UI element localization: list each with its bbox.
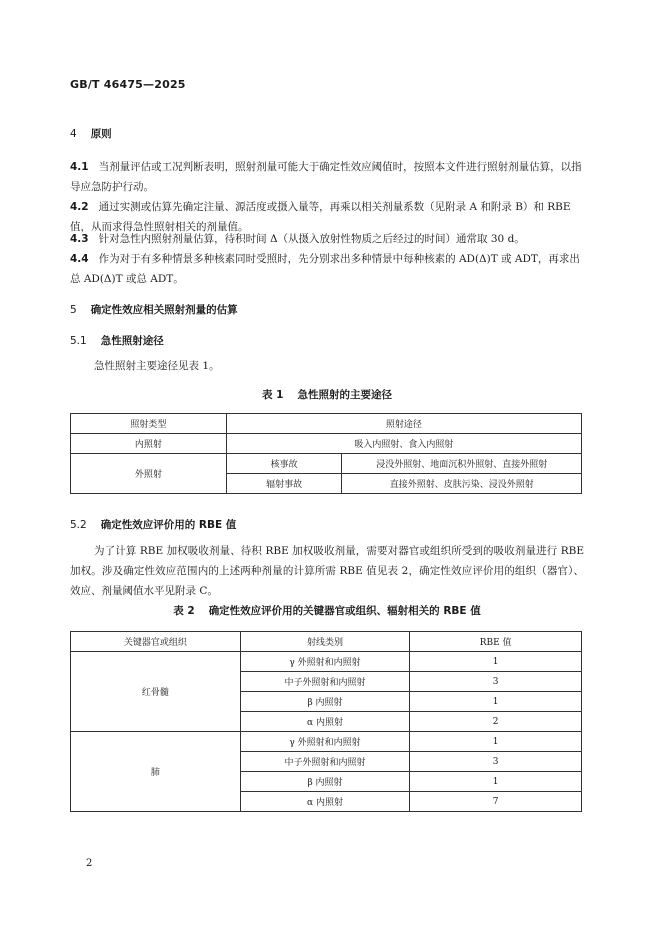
table-cell: 中子外照射和内照射 — [240, 752, 410, 772]
table-row — [71, 732, 582, 752]
table-cell: α 内照射 — [240, 712, 410, 732]
section-4-title: 原则 — [90, 128, 112, 140]
page-number: 2 — [86, 858, 93, 869]
table-2-header-rbe: RBE 值 — [410, 632, 582, 652]
table-cell: 浸没外照射、地面沉积外照射、直接外照射 — [342, 454, 582, 474]
table-cell: α 内照射 — [240, 792, 410, 812]
clause-4-3-text: 针对急性内照射剂量估算，待积时间 Δ（从摄入放射性物质之后经过的时间）通常取 30 d。 — [98, 233, 525, 245]
table-1-header-type: 照射类型 — [71, 414, 227, 434]
section-4-heading — [70, 126, 112, 141]
table-1-caption — [70, 387, 584, 402]
standard-number: GB/T 46475—2025 — [70, 78, 186, 91]
table-row — [71, 454, 582, 474]
clause-4-1-number: 4.1 — [70, 161, 89, 173]
table-cell: 直接外照射、皮肤污染、浸没外照射 — [342, 474, 582, 494]
paragraph-5-1: 急性照射主要途径见表 1。 — [94, 360, 220, 372]
section-5-number: 5 — [70, 304, 77, 316]
table-1-title: 急性照射的主要途径 — [297, 389, 392, 401]
table-cell: 外照射 — [71, 454, 227, 494]
table-cell: 7 — [410, 792, 582, 812]
clause-4-1-text: 当剂量评估或工况判断表明，照射剂量可能大于确定性效应阈值时，按照本文件进行照射剂量估算，以指导应急防护行动。 — [70, 161, 582, 193]
table-cell: 核事故 — [226, 454, 342, 474]
table-cell: β 内照射 — [240, 692, 410, 712]
table-2-header-ray: 射线类别 — [240, 632, 410, 652]
table-2-header-organ: 关键器官或组织 — [71, 632, 241, 652]
table-2-title: 确定性效应评价用的关键器官或组织、辐射相关的 RBE 值 — [208, 605, 481, 617]
clause-4-3 — [70, 229, 584, 249]
table-cell: 1 — [410, 652, 582, 672]
section-5-2-number: 5.2 — [70, 519, 87, 531]
table-2-caption — [70, 603, 584, 618]
table-1-header-route: 照射途径 — [226, 414, 581, 434]
paragraph-5-2: 为了计算 RBE 加权吸收剂量、待积 RBE 加权吸收剂量，需要对器官或组织所受到的吸收剂量进行 RBE 加权。涉及确定性效应范围内的上述两种剂量的计算所需 RBE 值见表 2，确定性效应评价用的组织（器官）、效应、剂量阈值水平见附录 C。 — [70, 545, 584, 597]
table-2-number: 表 2 — [173, 605, 195, 617]
section-5-title: 确定性效应相关照射剂量的估算 — [90, 304, 238, 316]
clause-4-4-text: 作为对于有多种情景多种核素同时受照时，先分别求出多种情景中每种核素的 AD(Δ)T 或 ADT，再求出总 AD(Δ)T 或总 ADT。 — [70, 253, 580, 285]
table-1 — [70, 413, 582, 494]
section-5-1-title: 急性照射途径 — [100, 335, 164, 347]
table-cell: 1 — [410, 692, 582, 712]
table-row — [71, 632, 582, 652]
table-cell: 吸入内照射、食入内照射 — [226, 434, 581, 454]
table-cell: 3 — [410, 672, 582, 692]
table-1-number: 表 1 — [262, 389, 284, 401]
clause-4-4 — [70, 249, 584, 289]
table-cell: 1 — [410, 732, 582, 752]
table-cell: 内照射 — [71, 434, 227, 454]
table-cell: 3 — [410, 752, 582, 772]
table-cell: γ 外照射和内照射 — [240, 652, 410, 672]
table-cell: 中子外照射和内照射 — [240, 672, 410, 692]
table-cell: β 内照射 — [240, 772, 410, 792]
table-cell: 红骨髓 — [71, 652, 241, 732]
section-5-2-heading — [70, 517, 236, 532]
table-row — [71, 652, 582, 672]
section-5-1-number: 5.1 — [70, 335, 87, 347]
table-cell: 辐射事故 — [226, 474, 342, 494]
section-5-heading — [70, 302, 238, 317]
clause-4-1 — [70, 157, 584, 197]
table-cell: 肺 — [71, 732, 241, 812]
section-5-2-title: 确定性效应评价用的 RBE 值 — [100, 519, 237, 531]
table-row — [71, 414, 582, 434]
clause-4-2-text: 通过实测或估算先确定注量、源活度或摄入量等，再乘以相关剂量系数（见附录 A 和附录 B）和 RBE 值，从而求得急性照射相关的剂量值。 — [70, 201, 571, 233]
section-5-1-heading — [70, 333, 164, 348]
table-row — [71, 434, 582, 454]
clause-4-4-number: 4.4 — [70, 253, 89, 265]
table-cell: 2 — [410, 712, 582, 732]
table-2 — [70, 631, 582, 812]
section-4-number: 4 — [70, 128, 77, 140]
table-cell: 1 — [410, 772, 582, 792]
table-cell: γ 外照射和内照射 — [240, 732, 410, 752]
clause-4-3-number: 4.3 — [70, 233, 89, 245]
clause-4-2-number: 4.2 — [70, 201, 89, 213]
